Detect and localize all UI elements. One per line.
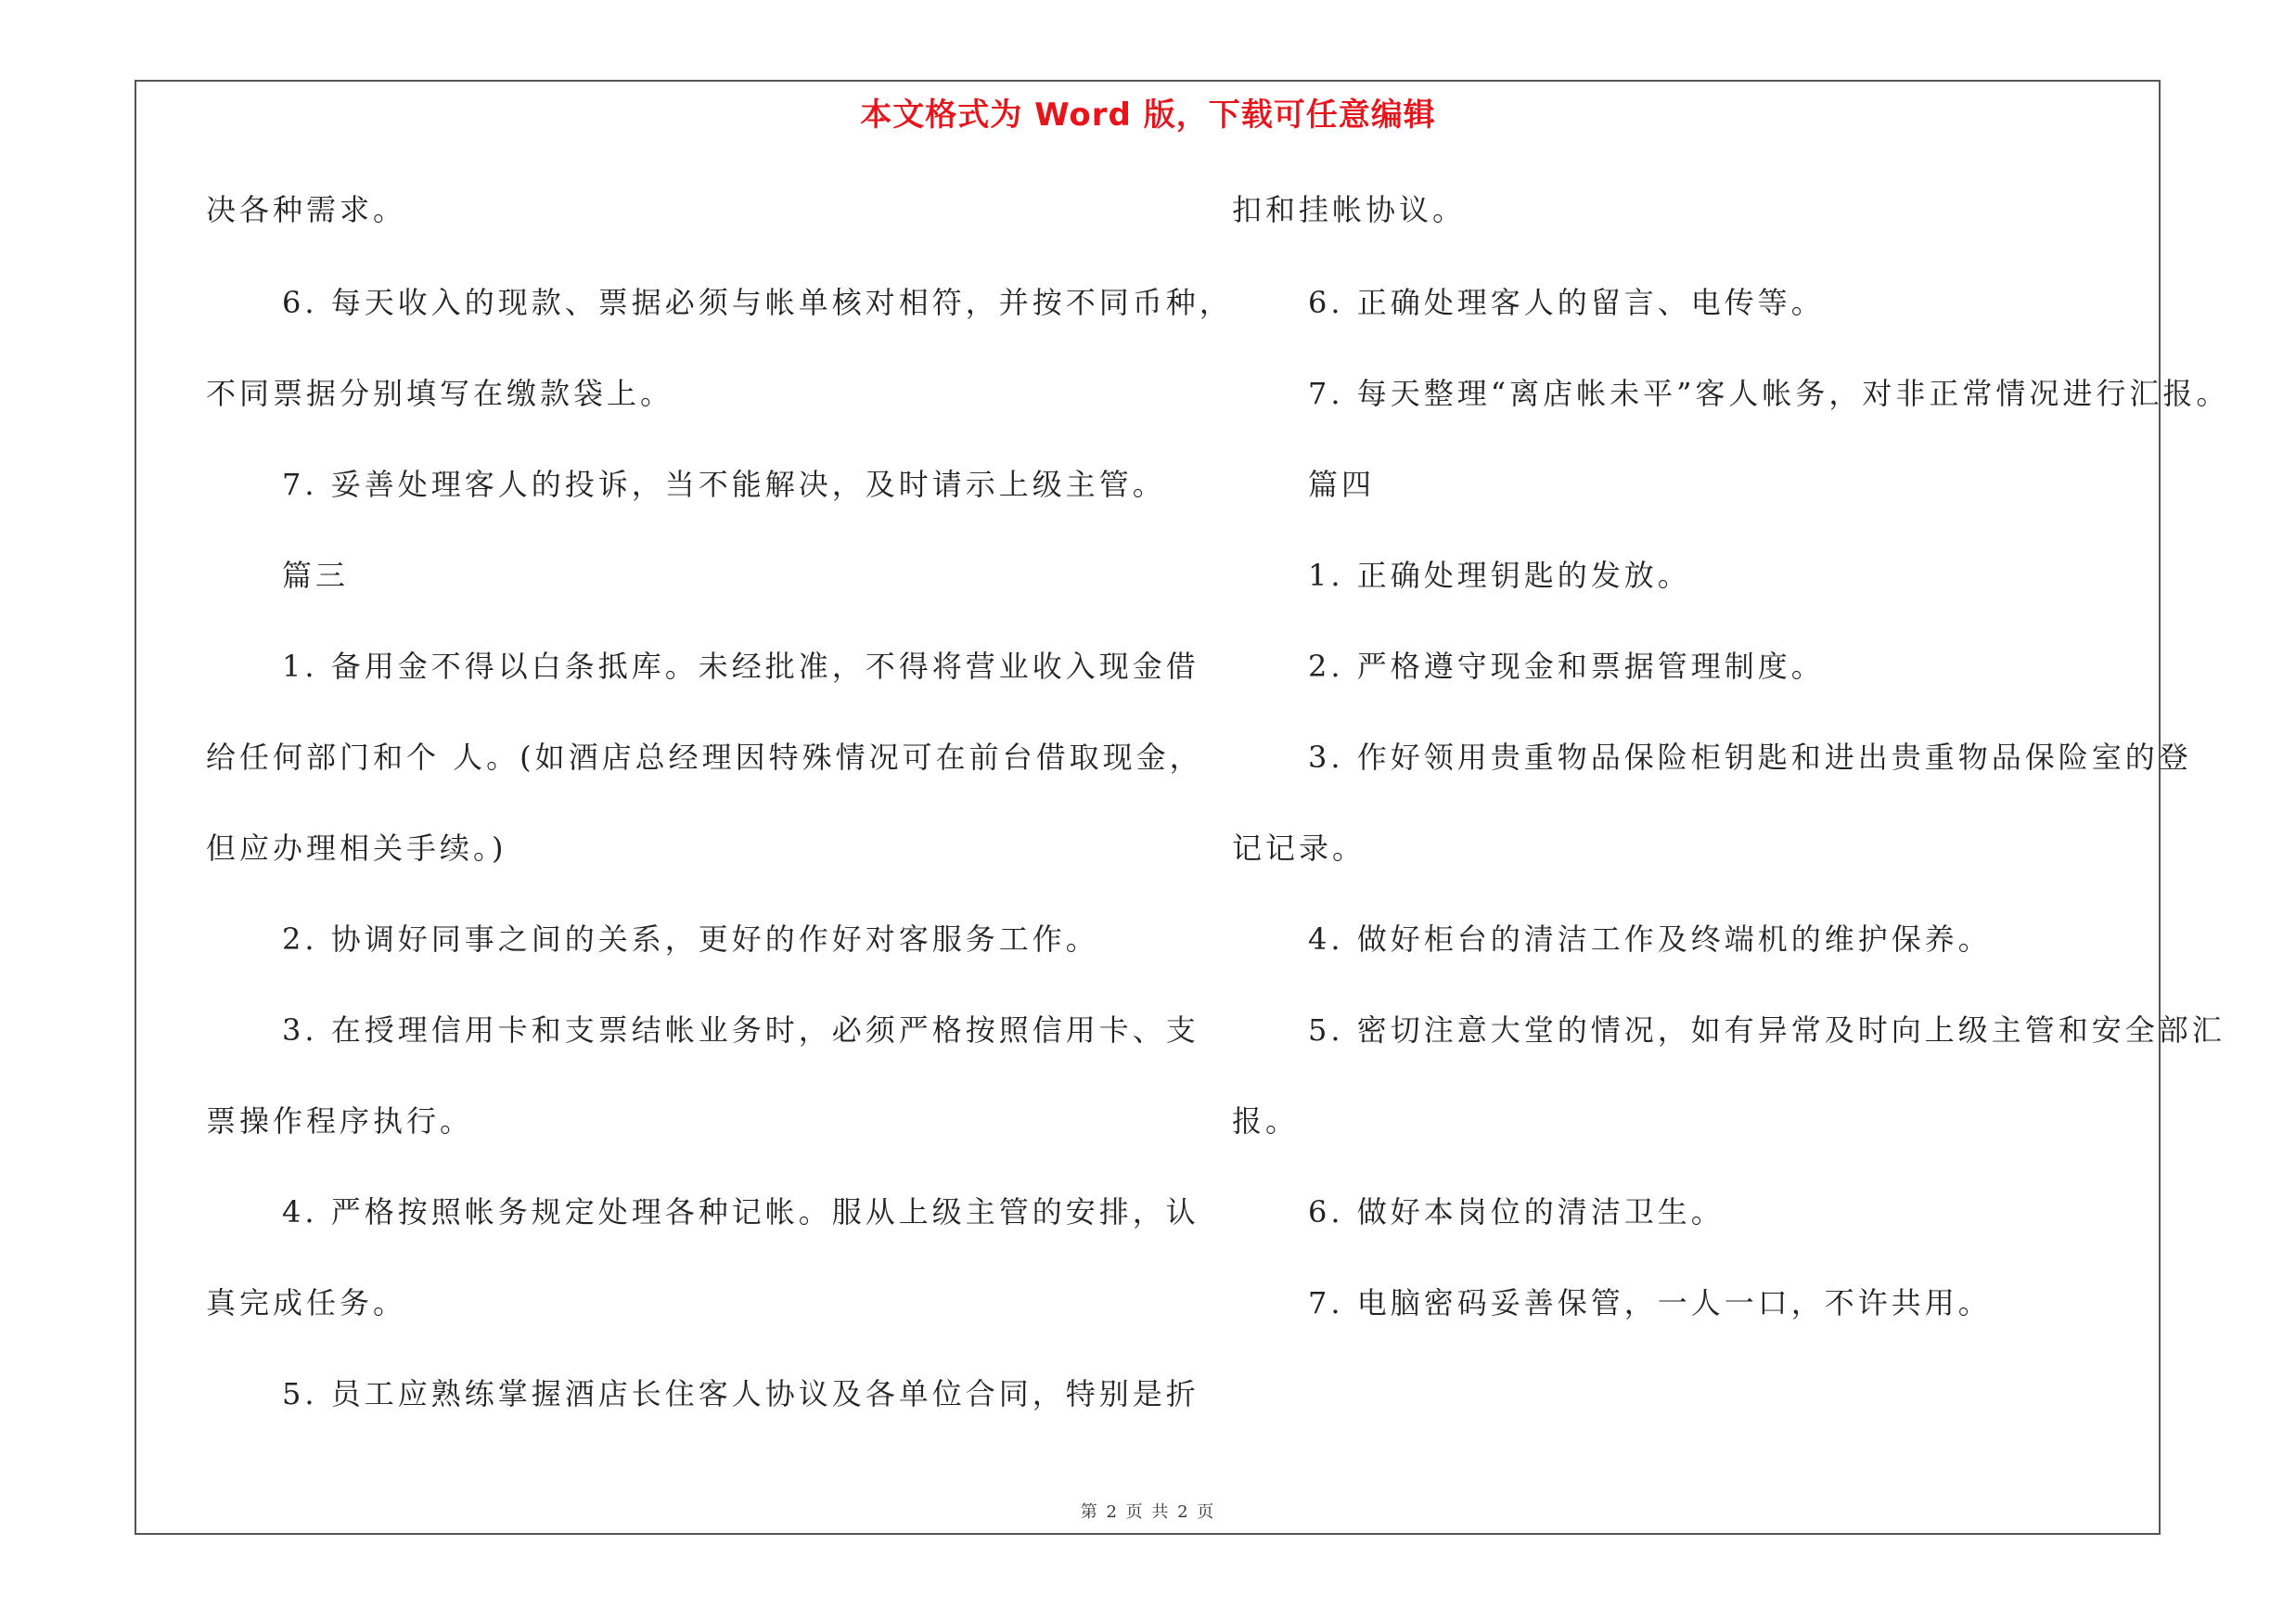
paragraph-line: 票操作程序执行。 <box>206 1103 474 1139</box>
paragraph-line: 2. 严格遵守现金和票据管理制度。 <box>1308 649 1825 684</box>
paragraph-line: 1. 备用金不得以白条抵库。未经批准，不得将营业收入现金借 <box>282 649 1199 684</box>
paragraph-line: 扣和挂帐协议。 <box>1232 192 1467 227</box>
paragraph-line: 4. 严格按照帐务规定处理各种记帐。服从上级主管的安排，认 <box>282 1194 1199 1230</box>
paragraph-line: 报。 <box>1232 1103 1300 1139</box>
paragraph-line: 5. 密切注意大堂的情况，如有异常及时向上级主管和安全部汇 <box>1308 1012 2225 1048</box>
section-heading: 篇四 <box>1308 467 1376 502</box>
paragraph-line: 3. 作好领用贵重物品保险柜钥匙和进出贵重物品保险室的登 <box>1308 740 2192 775</box>
editable-notice-banner: 本文格式为 Word 版，下载可任意编辑 <box>860 97 1436 134</box>
paragraph-line: 记记录。 <box>1232 831 1366 866</box>
paragraph-line: 7. 每天整理“离店帐未平”客人帐务，对非正常情况进行汇报。 <box>1308 376 2230 411</box>
paragraph-line: 7. 妥善处理客人的投诉，当不能解决，及时请示上级主管。 <box>282 467 1166 502</box>
paragraph-line: 5. 员工应熟练掌握酒店长住客人协议及各单位合同，特别是折 <box>282 1376 1199 1411</box>
paragraph-line: 不同票据分别填写在缴款袋上。 <box>206 376 674 411</box>
paragraph-line: 6. 每天收入的现款、票据必须与帐单核对相符，并按不同币种， <box>282 285 1233 320</box>
paragraph-line: 3. 在授理信用卡和支票结帐业务时，必须严格按照信用卡、支 <box>282 1012 1199 1048</box>
paragraph-line: 2. 协调好同事之间的关系，更好的作好对客服务工作。 <box>282 921 1099 957</box>
paragraph-line: 但应办理相关手续。) <box>206 831 507 866</box>
section-heading: 篇三 <box>282 558 350 593</box>
paragraph-line: 4. 做好柜台的清洁工作及终端机的维护保养。 <box>1308 921 1992 957</box>
paragraph-line: 7. 电脑密码妥善保管，一人一口，不许共用。 <box>1308 1285 1992 1320</box>
paragraph-line: 6. 做好本岗位的清洁卫生。 <box>1308 1194 1725 1230</box>
paragraph-line: 6. 正确处理客人的留言、电传等。 <box>1308 285 1825 320</box>
paragraph-line: 真完成任务。 <box>206 1285 407 1320</box>
page-number: 第 2 页 共 2 页 <box>1080 1502 1216 1522</box>
paragraph-line: 决各种需求。 <box>206 192 407 227</box>
paragraph-line: 1. 正确处理钥匙的发放。 <box>1308 558 1691 593</box>
paragraph-line: 给任何部门和个 人。(如酒店总经理因特殊情况可在前台借取现金， <box>206 740 1203 775</box>
